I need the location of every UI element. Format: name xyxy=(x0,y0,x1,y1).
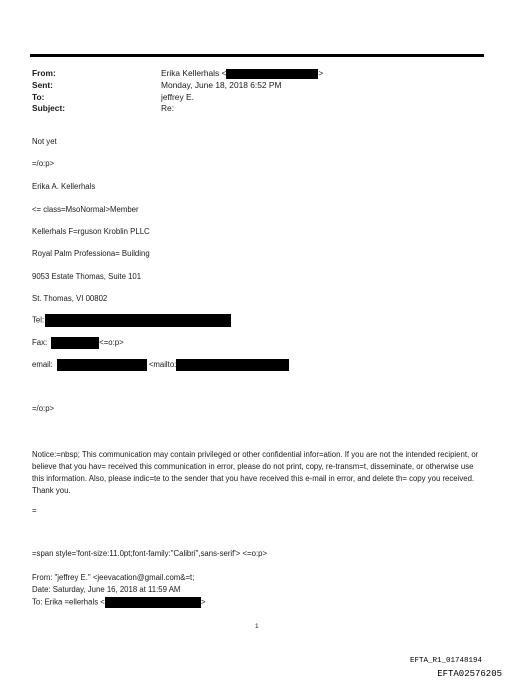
redaction-block xyxy=(176,359,289,371)
to-value: jeffrey E. xyxy=(161,92,194,102)
body-line: Not yet xyxy=(32,137,57,146)
body-line: =/o:p> xyxy=(32,159,55,168)
email-line xyxy=(32,359,289,371)
subject-value: Re: xyxy=(161,103,175,113)
redaction-block xyxy=(57,359,147,371)
bates-stamp-secondary: EFTA02576205 xyxy=(437,669,502,679)
quoted-to xyxy=(32,597,205,608)
mailto-text: <mailto: xyxy=(148,360,177,370)
tel-label: Tel: xyxy=(32,315,45,325)
from-name: Erika Kellerhals < xyxy=(161,68,227,78)
signature-title: <= class=MsoNormal>Member xyxy=(32,205,139,214)
signature-address: 9053 Estate Thomas, Suite 101 xyxy=(32,272,142,281)
from-value xyxy=(161,68,323,79)
redaction-block xyxy=(226,69,318,79)
fax-suffix: <=o:p> xyxy=(99,338,124,348)
quoted-from: From: "jeffrey E." <jeevacation@gmail.com&=t; xyxy=(32,573,195,582)
redaction-block xyxy=(45,314,231,327)
bates-stamp-primary: EFTA_R1_01748194 xyxy=(409,657,482,665)
redaction-block xyxy=(51,337,99,349)
from-value-end: > xyxy=(318,68,324,78)
body-line: = xyxy=(32,506,37,515)
subject-label: Subject: xyxy=(32,103,66,113)
quoted-to-end: > xyxy=(200,597,206,607)
signature-name: Erika A. Kellerhals xyxy=(32,182,96,191)
signature-firm: Kellerhals F=rguson Kroblin PLLC xyxy=(32,227,150,236)
confidentiality-notice: Notice:=nbsp; This communication may contain privileged or other confidential infor=ation. If you are not the intended recipient, or believe that you hav= received this communication in error, please do not print, copy, re-transm=t, disseminate, or otherwise use this information. Also, please indic=te to the sender that you have received this e-mail in error, and delete th= copy you received. Thank you. xyxy=(32,450,479,495)
quoted-date: Date: Saturday, June 16, 2018 at 11:59 AM xyxy=(32,585,181,594)
redaction-block xyxy=(105,597,201,608)
from-label: From: xyxy=(32,68,56,78)
fax-label: Fax: xyxy=(32,338,48,348)
quoted-to-text: To: Erika =ellerhals < xyxy=(32,597,105,607)
tel-line xyxy=(32,314,231,327)
sent-value: Monday, June 18, 2018 6:52 PM xyxy=(161,80,282,90)
page-number: 1 xyxy=(255,623,259,630)
signature-building: Royal Palm Professiona= Building xyxy=(32,249,150,258)
to-label: To: xyxy=(32,92,45,102)
signature-city: St. Thomas, VI 00802 xyxy=(32,294,108,303)
sent-label: Sent: xyxy=(32,80,53,90)
body-line: =/o:p> xyxy=(32,404,55,413)
email-label: email: xyxy=(32,360,53,370)
span-style-line: =span style='font-size:11.0pt;font-family:"Calibri",sans-serif'> <=o:p> xyxy=(32,549,268,558)
fax-line xyxy=(32,337,124,349)
header-rule xyxy=(30,54,484,57)
